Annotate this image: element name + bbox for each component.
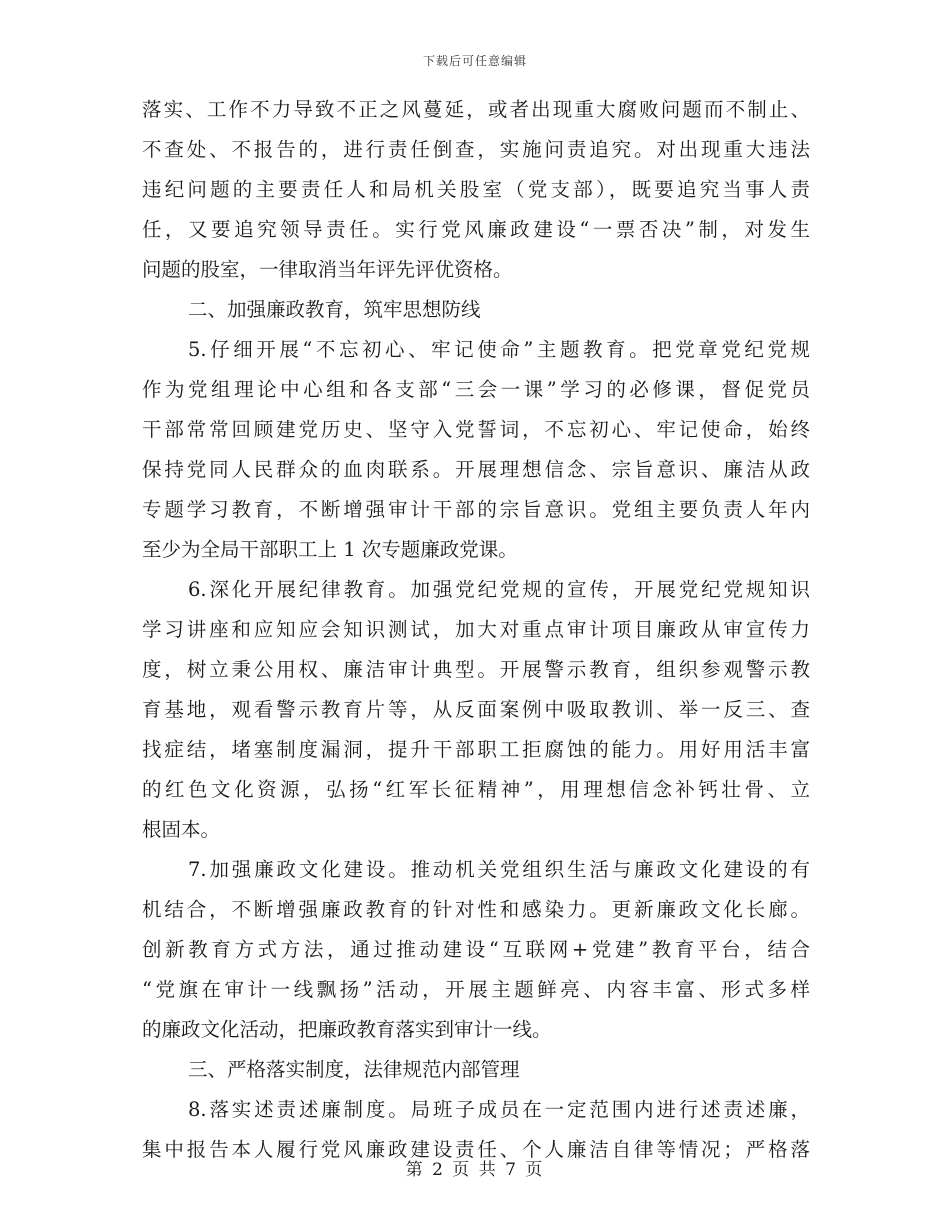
text-line: 根固本。 [142, 818, 221, 841]
text-line: 学习讲座和应知应会知识测试，加大对重点审计项目廉政从审宣传力 [142, 618, 810, 641]
text-line: 违纪问题的主要责任人和局机关股室（党支部），既要追究当事人责 [142, 178, 810, 201]
document-body [142, 90, 810, 1170]
text-line: 三、严格落实制度，法律规范内部管理 [188, 1058, 520, 1081]
text-line: 8.落实述责述廉制度。局班子成员在一定范围内进行述责述廉， [188, 1098, 810, 1121]
text-line: “党旗在审计一线飘扬”活动，开展主题鲜亮、内容丰富、形式多样 [142, 978, 810, 1001]
text-line: 至少为全局干部职工上 1 次专题廉政党课。 [142, 538, 518, 561]
text-line: 创新教育方式方法，通过推动建设“互联网+党建”教育平台，结合 [142, 938, 810, 961]
text-line: 6.深化开展纪律教育。加强党纪党规的宣传，开展党纪党规知识 [188, 578, 810, 601]
text-line: 7.加强廉政文化建设。推动机关党组织生活与廉政文化建设的有 [188, 858, 810, 881]
text-line: 二、加强廉政教育，筑牢思想防线 [188, 298, 481, 321]
text-line: 育基地，观看警示教育片等，从反面案例中吸取教训、举一反三、查 [142, 698, 810, 721]
page-footer: 第 2 页 共 7 页 [405, 1160, 545, 1180]
text-line: 集中报告本人履行党风廉政建设责任、个人廉洁自律等情况；严格落 [142, 1138, 810, 1161]
text-line: 干部常常回顾建党历史、坚守入党誓词，不忘初心、牢记使命，始终 [142, 418, 810, 441]
text-line: 找症结，堵塞制度漏洞，提升干部职工拒腐蚀的能力。用好用活丰富 [142, 738, 810, 761]
page-header: 下载后可任意编辑 [422, 54, 527, 68]
text-line: 5.仔细开展“不忘初心、牢记使命”主题教育。把党章党纪党规 [188, 338, 810, 361]
text-line: 的红色文化资源，弘扬“红军长征精神”，用理想信念补钙壮骨、立 [142, 778, 810, 801]
text-line: 保持党同人民群众的血肉联系。开展理想信念、宗旨意识、廉洁从政 [142, 458, 810, 481]
text-line: 度，树立秉公用权、廉洁审计典型。开展警示教育，组织参观警示教 [142, 658, 810, 681]
text-line: 机结合，不断增强廉政教育的针对性和感染力。更新廉政文化长廊。 [142, 898, 810, 921]
text-line: 专题学习教育，不断增强审计干部的宗旨意识。党组主要负责人年内 [142, 498, 810, 521]
text-line: 的廉政文化活动，把廉政教育落实到审计一线。 [142, 1018, 552, 1041]
text-line: 不查处、不报告的，进行责任倒查，实施问责追究。对出现重大违法 [142, 138, 810, 161]
text-line: 问题的股室，一律取消当年评先评优资格。 [142, 258, 513, 281]
text-line: 落实、工作不力导致不正之风蔓延，或者出现重大腐败问题而不制止、 [142, 98, 810, 121]
text-line: 任，又要追究领导责任。实行党风廉政建设“一票否决”制，对发生 [142, 218, 810, 241]
text-line: 作为党组理论中心组和各支部“三会一课”学习的必修课，督促党员 [142, 378, 810, 401]
